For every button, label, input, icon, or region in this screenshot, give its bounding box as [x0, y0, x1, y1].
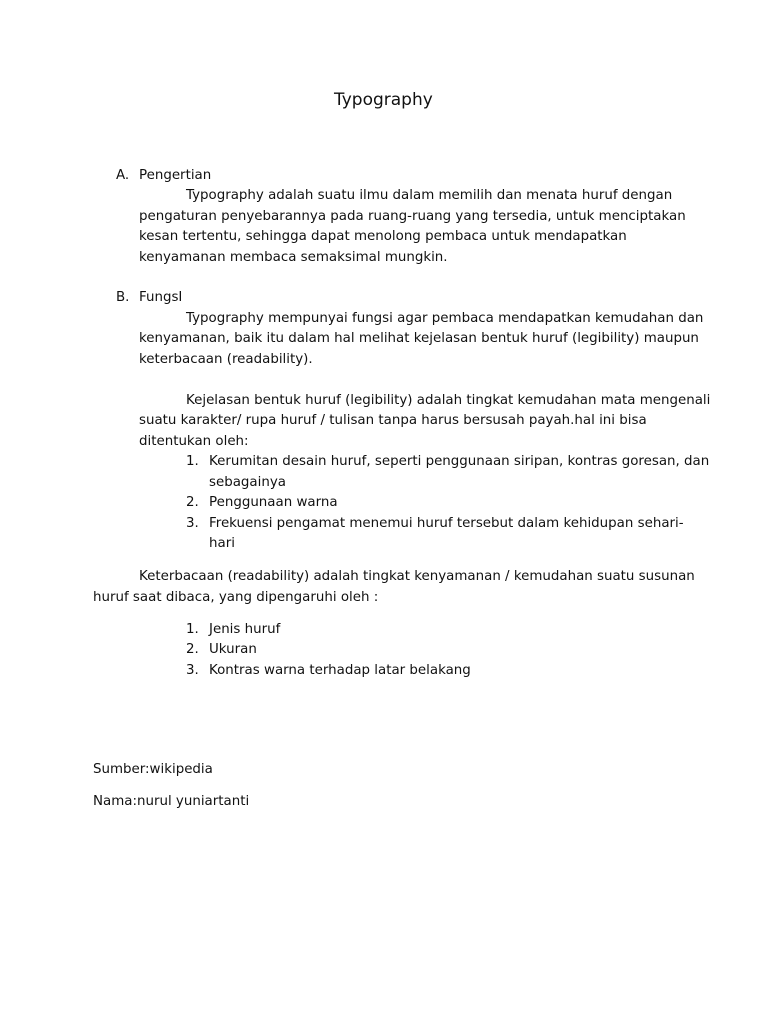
- list-item-text: Kerumitan desain huruf, seperti penggunaan siripan, kontras goresan, dan: [209, 454, 710, 469]
- list-number: 1.: [186, 622, 199, 637]
- legibility-line: Kejelasan bentuk huruf (legibility) adalah tingkat kemudahan mata mengenali: [186, 393, 711, 408]
- section-a-line: Typography adalah suatu ilmu dalam memilih dan menata huruf dengan: [186, 188, 673, 203]
- list-item-text: Frekuensi pengamat menemui huruf tersebut dalam kehidupan sehari-: [209, 516, 684, 531]
- section-a-line: kenyamanan membaca semaksimal mungkin.: [139, 250, 448, 265]
- list-number: 1.: [186, 454, 199, 469]
- section-b-line: keterbacaan (readability).: [139, 352, 313, 367]
- document-title: Typography: [334, 90, 433, 110]
- readability-line: huruf saat dibaca, yang dipengaruhi oleh :: [93, 590, 379, 605]
- list-item-text: Kontras warna terhadap latar belakang: [209, 663, 471, 678]
- legibility-line: ditentukan oleh:: [139, 434, 249, 449]
- list-item-text: Ukuran: [209, 642, 257, 657]
- section-a-heading: Pengertian: [139, 168, 212, 183]
- source-line: Sumber:wikipedia: [93, 762, 213, 777]
- section-a-line: pengaturan penyebarannya pada ruang-ruang yang tersedia, untuk menciptakan: [139, 209, 686, 224]
- section-b-marker: B.: [116, 290, 130, 305]
- list-item-text: Penggunaan warna: [209, 495, 338, 510]
- author-line: Nama:nurul yuniartanti: [93, 794, 250, 809]
- section-a-line: kesan tertentu, sehingga dapat menolong pembaca untuk mendapatkan: [139, 229, 627, 244]
- section-b-heading: FungsI: [139, 290, 183, 305]
- list-number: 2.: [186, 642, 199, 657]
- list-item-text: sebagainya: [209, 475, 286, 490]
- list-item-text: Jenis huruf: [209, 622, 281, 637]
- list-number: 3.: [186, 516, 199, 531]
- section-a-marker: A.: [116, 168, 130, 183]
- section-b-line: Typography mempunyai fungsi agar pembaca mendapatkan kemudahan dan: [186, 311, 704, 326]
- legibility-line: suatu karakter/ rupa huruf / tulisan tanpa harus bersusah payah.hal ini bisa: [139, 413, 647, 428]
- list-number: 3.: [186, 663, 199, 678]
- section-b-line: kenyamanan, baik itu dalam hal melihat kejelasan bentuk huruf (legibility) maupun: [139, 331, 699, 346]
- readability-line: Keterbacaan (readability) adalah tingkat kenyamanan / kemudahan suatu susunan: [139, 569, 695, 584]
- list-item-text: hari: [209, 536, 235, 551]
- list-number: 2.: [186, 495, 199, 510]
